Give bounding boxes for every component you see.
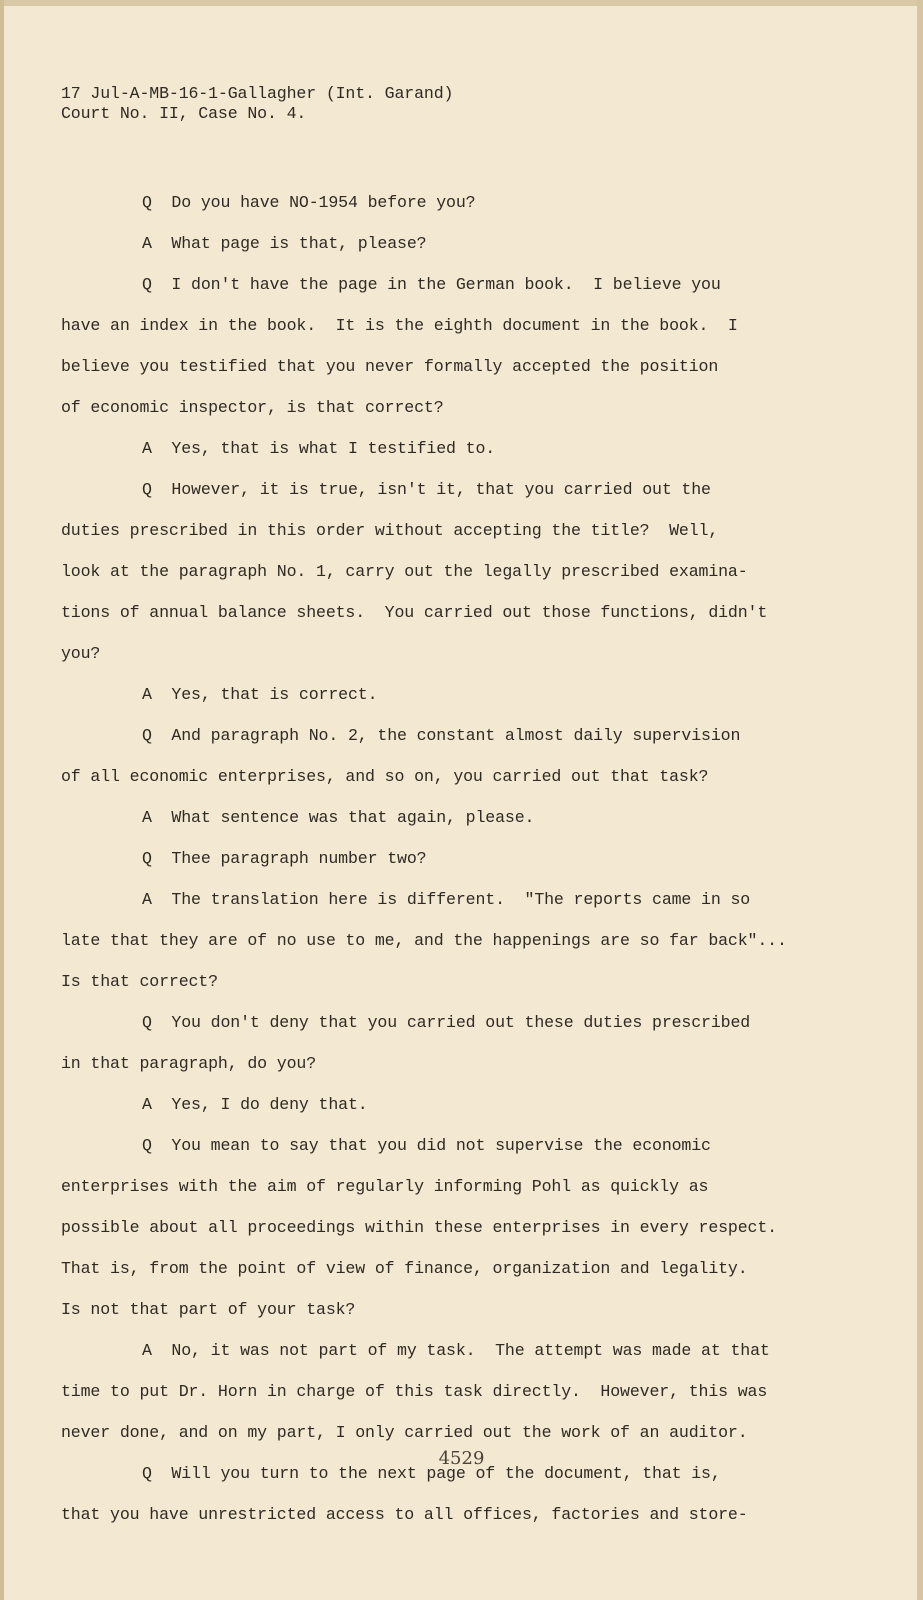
transcript-line: Is that correct? [61,972,218,991]
transcript-line: look at the paragraph No. 1, carry out the legally prescribed examina- [61,562,748,581]
transcript-line: believe you testified that you never formally accepted the position [61,357,719,376]
transcript-line: A What sentence was that again, please. [142,808,535,827]
transcript-line: A No, it was not part of my task. The attempt was made at that [142,1341,770,1360]
page-number: 4529 [438,1448,485,1469]
transcript-line: A What page is that, please? [142,234,427,253]
transcript-line: Is not that part of your task? [61,1300,356,1319]
transcript-line: Q Thee paragraph number two? [142,849,427,868]
transcript-paragraph [61,1330,861,1453]
page-edge-top [0,0,923,6]
transcript-paragraph [61,1002,861,1084]
transcript-paragraph [61,469,861,674]
transcript-line: Q And paragraph No. 2, the constant almost daily supervision [142,726,741,745]
transcript-line: Q You don't deny that you carried out these duties prescribed [142,1013,751,1032]
transcript-line: in that paragraph, do you? [61,1054,317,1073]
transcript-paragraph [61,428,861,469]
transcript-body [61,182,861,1535]
document-header [61,84,453,124]
transcript-paragraph [61,674,861,715]
transcript-line: enterprises with the aim of regularly informing Pohl as quickly as [61,1177,709,1196]
transcript-line: A Yes, I do deny that. [142,1095,368,1114]
transcript-paragraph [61,879,861,1002]
transcript-line: Q You mean to say that you did not supervise the economic [142,1136,711,1155]
transcript-line: That is, from the point of view of finance, organization and legality. [61,1259,748,1278]
transcript-line: of economic inspector, is that correct? [61,398,444,417]
page-edge-right [917,0,923,1600]
transcript-paragraph [61,797,861,838]
transcript-paragraph [61,182,861,223]
transcript-paragraph [61,838,861,879]
transcript-line: tions of annual balance sheets. You carried out those functions, didn't [61,603,768,622]
transcript-line: never done, and on my part, I only carried out the work of an auditor. [61,1423,748,1442]
transcript-line: Q Will you turn to the next page of the document, that is, [142,1464,721,1483]
transcript-line: Q I don't have the page in the German book. I believe you [142,275,721,294]
transcript-line: have an index in the book. It is the eighth document in the book. I [61,316,738,335]
header-line-2: Court No. II, Case No. 4. [61,104,307,123]
transcript-line: you? [61,644,101,663]
transcript-line: duties prescribed in this order without accepting the title? Well, [61,521,719,540]
transcript-paragraph [61,1084,861,1125]
transcript-line: time to put Dr. Horn in charge of this task directly. However, this was [61,1382,768,1401]
transcript-line: A The translation here is different. "The reports came in so [142,890,751,909]
header-line-1: 17 Jul-A-MB-16-1-Gallagher (Int. Garand) [61,84,454,103]
transcript-line: Q However, it is true, isn't it, that you carried out the [142,480,711,499]
transcript-line: A Yes, that is what I testified to. [142,439,496,458]
transcript-line: A Yes, that is correct. [142,685,378,704]
page-edge-left [0,0,4,1600]
transcript-paragraph [61,715,861,797]
transcript-line: Q Do you have NO-1954 before you? [142,193,476,212]
transcript-paragraph [61,1125,861,1330]
transcript-line: late that they are of no use to me, and the happenings are so far back"... [61,931,787,950]
transcript-line: possible about all proceedings within these enterprises in every respect. [61,1218,777,1237]
transcript-line: that you have unrestricted access to all offices, factories and store- [61,1505,748,1524]
transcript-paragraph [61,264,861,428]
transcript-paragraph [61,223,861,264]
transcript-line: of all economic enterprises, and so on, you carried out that task? [61,767,709,786]
